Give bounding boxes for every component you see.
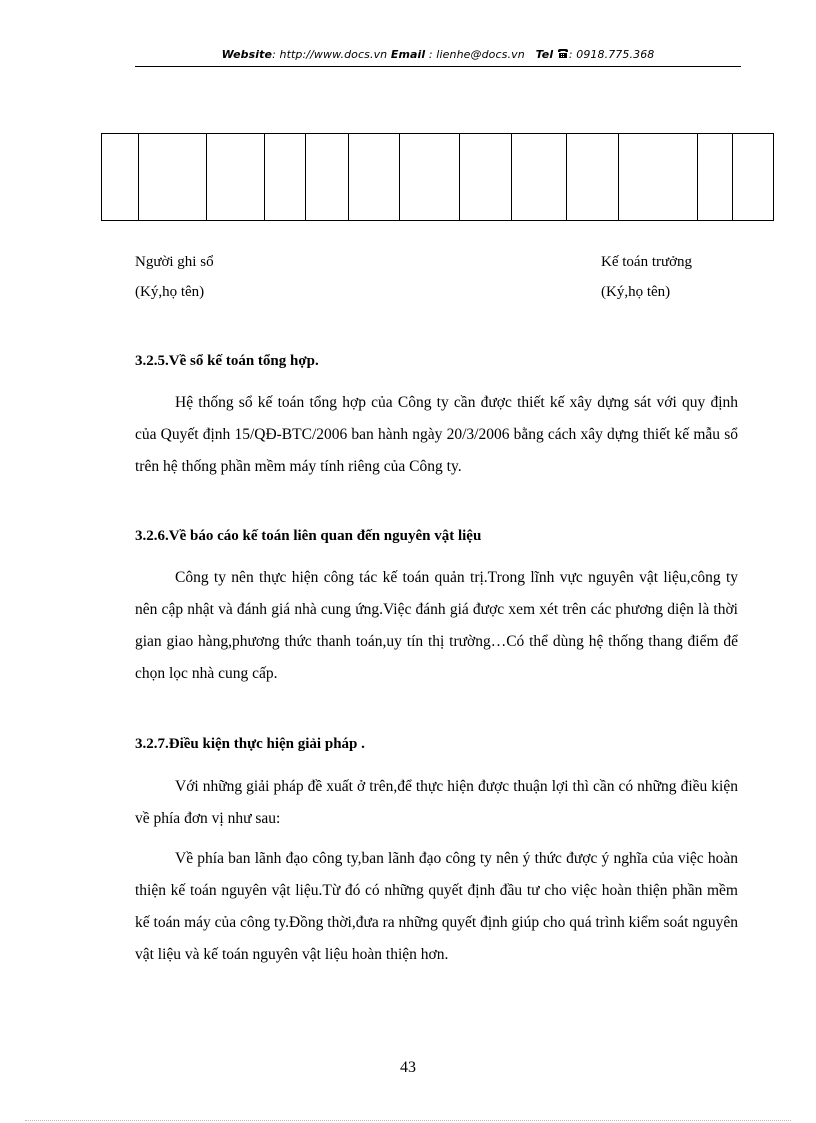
table-cell [618,134,697,221]
email-label: Email [390,48,426,61]
ledger-table-fragment [101,133,774,221]
table-cell [138,134,206,221]
signature-left-note: (Ký,họ tên) [135,284,205,300]
table-cell [399,134,459,221]
section-heading: 3.2.6.Về báo cáo kế toán liên quan đến nguyên vật liệu [135,528,482,544]
page-number: 43 [400,1059,416,1076]
signature-right-note: (Ký,họ tên) [601,284,671,300]
table-cell [511,134,566,221]
email-value: : lienhe@docs.vn [425,48,525,61]
table-cell [349,134,400,221]
table-cell [102,134,139,221]
website-label: Website [221,48,273,61]
page-header [135,48,741,61]
signature-left-title: Người ghi sổ [135,254,214,270]
page-bottom-divider [25,1120,791,1121]
table-cell [264,134,305,221]
phone-icon [557,48,569,59]
tel-label: Tel [535,48,554,61]
table-cell [460,134,512,221]
table-cell [732,134,773,221]
section-paragraph: Hệ thống sổ kế toán tổng hợp của Công ty cần được thiết kế xây dựng sát với quy định của Quyết định 15/QĐ-BTC/2006 ban hành ngày 20/3/2006 bằng cách xây dựng thiết kế mẫu sổ trên hệ thống phần mềm máy tính riêng của Công ty. [135,394,738,475]
section-paragraph: Công ty nên thực hiện công tác kế toán quản trị.Trong lĩnh vực nguyên vật liệu,công ty nên cập nhật và đánh giá nhà cung ứng.Việc đánh giá được xem xét trên các phương diện là thời gian giao hàng,phương thức thanh toán,uy tín thị trường…Có thể dùng hệ thống thang điểm để chọn lọc nhà cung cấp. [135,569,738,682]
table-row [102,134,774,221]
section-paragraph: Về phía ban lãnh đạo công ty,ban lãnh đạo công ty nên ý thức được ý nghĩa của việc hoàn thiện kế toán nguyên vật liệu.Từ đó có những quyết định đầu tư cho việc hoàn thiện phần mềm kế toán máy của công ty.Đồng thời,đưa ra những quyết định giúp cho quá trình kiểm soát nguyên vật liệu và kế toán nguyên vật liệu hoàn thiện hơn. [135,850,738,963]
section-heading: 3.2.7.Điều kiện thực hiện giải pháp . [135,736,365,752]
website-value: : http://www.docs.vn [272,48,388,61]
tel-value: : 0918.775.368 [568,48,655,61]
section-heading: 3.2.5.Về sổ kế toán tổng hợp. [135,353,319,369]
section-paragraph: Với những giải pháp đề xuất ở trên,để thực hiện được thuận lợi thì cần có những điều kiện về phía đơn vị như sau: [135,778,738,827]
header-divider [135,66,741,67]
table-cell [697,134,732,221]
table-cell [305,134,348,221]
signature-right-title: Kế toán trưởng [601,254,693,270]
table-cell [566,134,618,221]
table-cell [206,134,264,221]
